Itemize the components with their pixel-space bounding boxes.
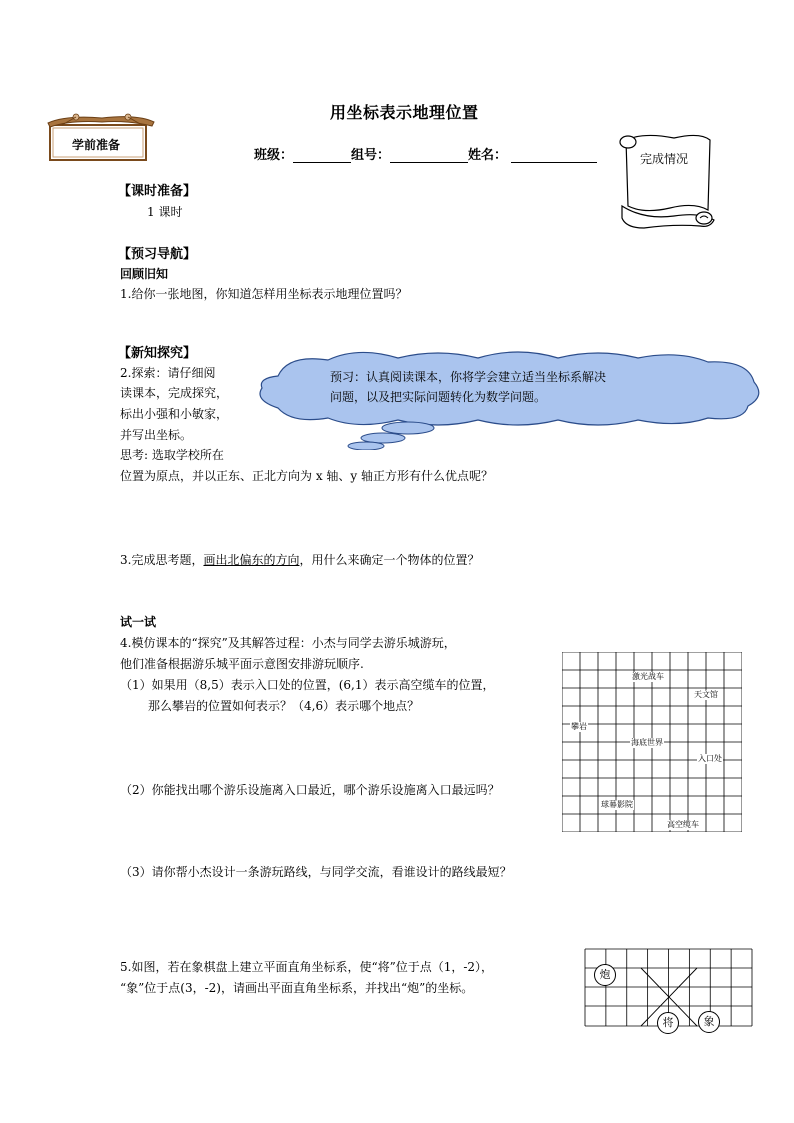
question-3-underlined: 画出北偏东的方向 [203, 553, 300, 567]
name-label: 姓名： [468, 148, 508, 163]
scroll-graphic [614, 130, 722, 230]
group-label: 组号： [351, 148, 391, 163]
question-1: 1.给你一张地图，你知道怎样用坐标表示地理位置吗？ [120, 287, 408, 301]
cloud-text-line-1: 预习：认真阅读课本，你将学会建立适当坐标系解决 [330, 370, 607, 384]
preview-subheading: 回顾旧知 [120, 267, 169, 281]
name-field[interactable] [511, 149, 597, 163]
think-line-1: 思考: 选取学校所在 [120, 448, 224, 462]
question-4-1-line-2: 那么攀岩的位置如何表示？（4,6）表示哪个地点？ [148, 699, 420, 713]
question-2-line-3: 标出小强和小敏家， [120, 407, 229, 421]
badge-label: 学前准备 [72, 138, 121, 152]
think-line-2: 位置为原点，并以正东、正北方向为 x 轴、y 轴正方形有什么优点呢？ [120, 469, 493, 483]
map-label-entrance: 入口处 [698, 754, 722, 763]
group-field[interactable] [390, 149, 468, 163]
cloud-text-line-2: 问题，以及把实际问题转化为数学问题。 [330, 390, 547, 404]
lesson-heading: 【课时准备】 [118, 184, 197, 199]
question-2-line-4: 并写出坐标。 [120, 428, 193, 442]
class-field[interactable] [293, 149, 351, 163]
park-map [562, 652, 742, 832]
chess-piece-general: 将 [657, 1012, 679, 1034]
map-label-cable-car: 高空缆车 [667, 820, 699, 829]
question-5-line-1: 5.如图，若在象棋盘上建立平面直角坐标系，使“将”位于点（1，-2）， [120, 960, 494, 974]
map-label-dome-cinema: 球幕影院 [601, 800, 633, 809]
question-2-line-2: 读课本，完成探究， [120, 386, 229, 400]
question-4-2: （2）你能找出哪个游乐设施离入口最近，哪个游乐设施离入口最远吗？ [120, 783, 500, 797]
map-label-underwater-world: 海底世界 [631, 738, 663, 747]
class-label: 班级： [254, 148, 294, 163]
question-4-1-line-1: （1）如果用（8,5）表示入口处的位置，(6,1）表示高空缆车的位置， [120, 678, 495, 692]
chess-board [584, 948, 754, 1028]
student-info-line [254, 144, 597, 163]
question-2-line-1: 2.探索：请仔细阅 [120, 366, 216, 380]
question-3-prefix: 3.完成思考题， [120, 553, 204, 567]
chess-piece-elephant: 象 [698, 1011, 720, 1033]
preview-heading: 【预习导航】 [118, 247, 197, 262]
question-3-suffix: ，用什么来确定一个物体的位置？ [299, 553, 480, 567]
try-heading: 试一试 [120, 615, 157, 629]
scroll-label: 完成情况 [640, 152, 689, 166]
question-5-line-2: “象”位于点(3，-2)，请画出平面直角坐标系，并找出“炮”的坐标。 [120, 981, 474, 995]
map-label-planetarium: 天文馆 [694, 690, 718, 699]
question-3 [120, 551, 479, 568]
lesson-content: 1 课时 [147, 205, 183, 219]
chess-piece-cannon: 炮 [594, 964, 616, 986]
question-4-line-2: 他们准备根据游乐城平面示意图安排游玩顺序. [120, 657, 364, 671]
new-knowledge-heading: 【新知探究】 [118, 346, 197, 361]
map-label-laser-tank: 激光战车 [632, 672, 664, 681]
page-title: 用坐标表示地理位置 [330, 103, 479, 122]
map-label-rock-climbing: 攀岩 [571, 722, 587, 731]
question-4-3: （3）请你帮小杰设计一条游玩路线，与同学交流，看谁设计的路线最短？ [120, 865, 512, 879]
question-4-line-1: 4.模仿课本的“探究”及其解答过程：小杰与同学去游乐城游玩， [120, 636, 456, 650]
